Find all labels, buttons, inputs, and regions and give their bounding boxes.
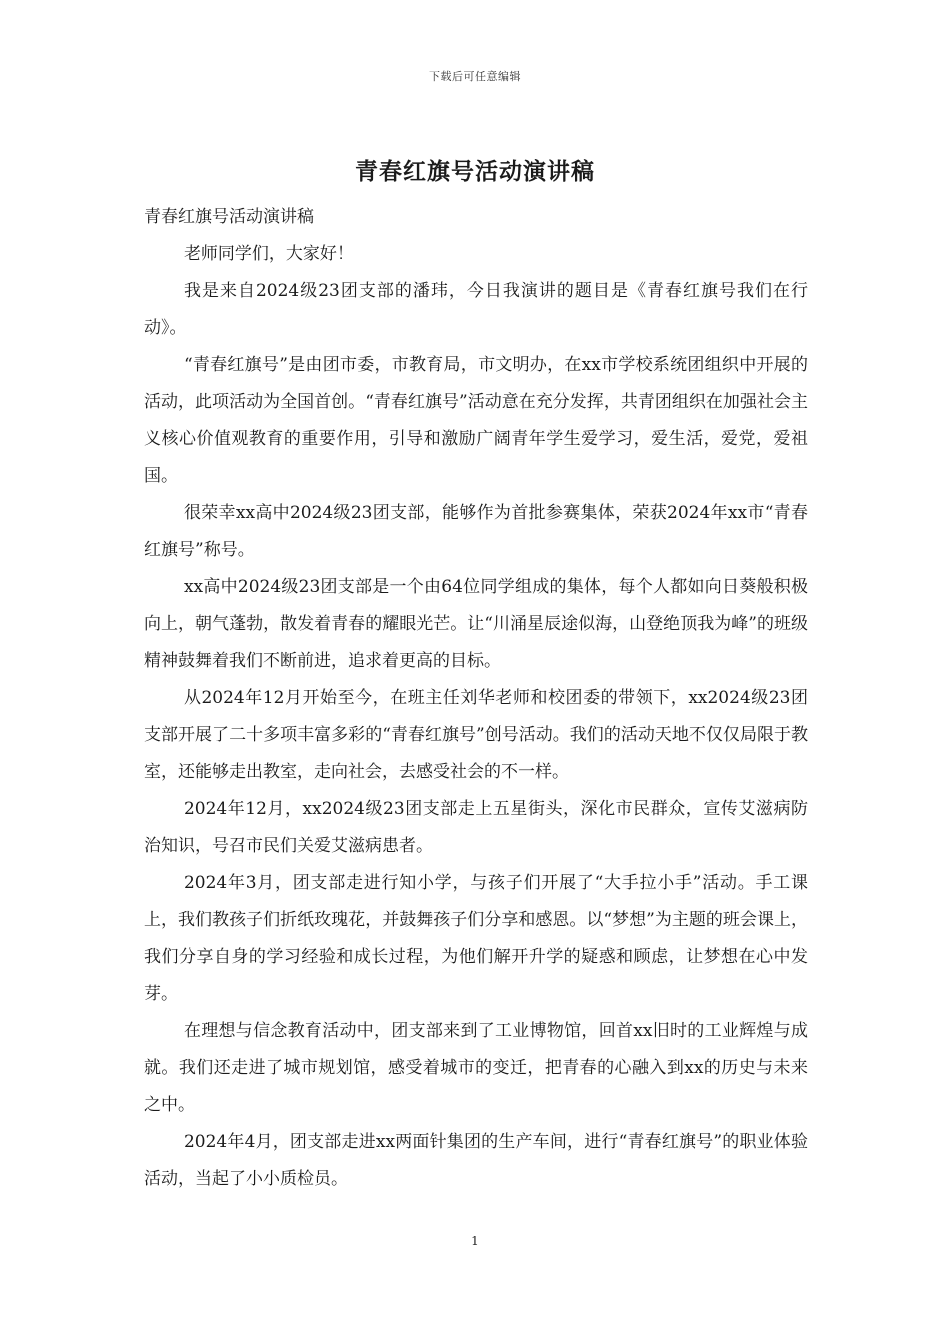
- paragraph: 2024年12月，xx2024级23团支部走上五星街头，深化市民群众，宣传艾滋病防治知识，号召市民们关爱艾滋病患者。: [144, 799, 808, 856]
- header-note: 下载后可任意编辑: [429, 70, 521, 83]
- paragraph: 2024年3月，团支部走进行知小学，与孩子们开展了“大手拉小手”活动。手工课上，我们教孩子们折纸玫瑰花，并鼓舞孩子们分享和感恩。以“梦想”为主题的班会课上，我们分享自身的学习经验和成长过程，为他们解开升学的疑惑和顾虑，让梦想在心中发芽。: [144, 873, 808, 1004]
- paragraph: 很荣幸xx高中2024级23团支部，能够作为首批参赛集体，荣获2024年xx市“青春红旗号”称号。: [144, 503, 808, 560]
- paragraph-greeting: 老师同学们，大家好！: [183, 244, 354, 264]
- paragraph: 在理想与信念教育活动中，团支部来到了工业博物馆，回首xx旧时的工业辉煌与成就。我们还走进了城市规划馆，感受着城市的变迁，把青春的心融入到xx的历史与未来之中。: [144, 1021, 808, 1115]
- paragraph: “青春红旗号”是由团市委，市教育局，市文明办，在xx市学校系统团组织中开展的活动，此项活动为全国首创。“青春红旗号”活动意在充分发挥，共青团组织在加强社会主义核心价值观教育的重要作用，引导和激励广阔青年学生爱学习，爱生活，爱党，爱祖国。: [144, 355, 808, 486]
- paragraph: 从2024年12月开始至今，在班主任刘华老师和校团委的带领下，xx2024级23团支部开展了二十多项丰富多彩的“青春红旗号”创号活动。我们的活动天地不仅仅局限于教室，还能够走出教室，走向社会，去感受社会的不一样。: [144, 688, 808, 782]
- paragraph: 我是来自2024级23团支部的潘玮，今日我演讲的题目是《青春红旗号我们在行动》。: [144, 281, 808, 338]
- paragraph: xx高中2024级23团支部是一个由64位同学组成的集体，每个人都如向日葵般积极向上，朝气蓬勃，散发着青春的耀眼光芒。让“川涌星辰途似海，山登绝顶我为峰”的班级精神鼓舞着我们不断前进，追求着更高的目标。: [144, 577, 808, 671]
- paragraph: 2024年4月，团支部走进xx两面针集团的生产车间，进行“青春红旗号”的职业体验活动，当起了小小质检员。: [144, 1132, 808, 1189]
- document-body: [144, 199, 808, 1198]
- document-title: 青春红旗号活动演讲稿: [355, 158, 595, 185]
- page-number: 1: [471, 1234, 479, 1248]
- document-subtitle: 青春红旗号活动演讲稿: [144, 207, 314, 227]
